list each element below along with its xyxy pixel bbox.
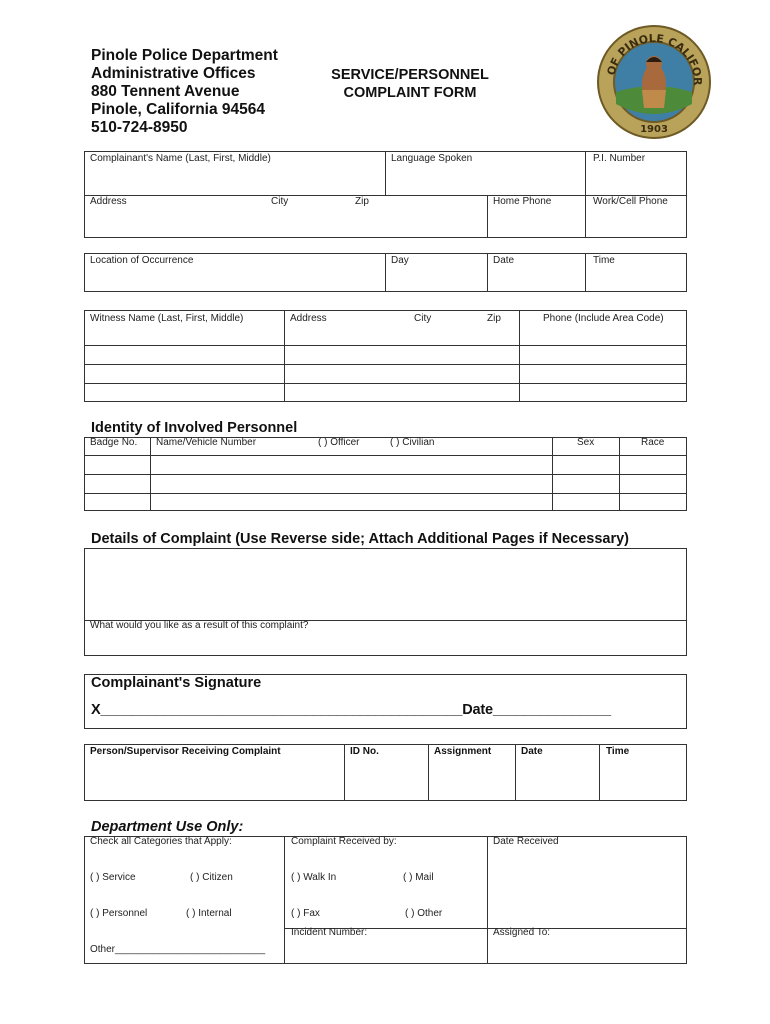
other-checkbox[interactable]: ( ) Other bbox=[405, 908, 443, 919]
receiving-assignment-field[interactable]: Assignment bbox=[434, 746, 492, 757]
street-line: 880 Tennent Avenue bbox=[91, 83, 240, 100]
officer-checkbox[interactable]: ( ) Officer bbox=[318, 437, 360, 448]
witness-name-header: Witness Name (Last, First, Middle) bbox=[90, 313, 244, 324]
witness-city-header: City bbox=[414, 313, 432, 324]
phone-line: 510-724-8950 bbox=[91, 119, 188, 136]
receiving-id-field[interactable]: ID No. bbox=[350, 746, 379, 757]
pi-number-field[interactable]: P.I. Number bbox=[593, 153, 646, 164]
form-title-line-2: COMPLAINT FORM bbox=[343, 85, 477, 101]
details-heading: Details of Complaint (Use Reverse side; Attach Additional Pages if Necessary) bbox=[91, 531, 630, 547]
personnel-checkbox[interactable]: ( ) Personnel bbox=[90, 908, 148, 919]
department-name: Pinole Police Department bbox=[91, 47, 278, 64]
witness-address-header: Address bbox=[290, 313, 327, 324]
name-vehicle-header: Name/Vehicle Number bbox=[156, 437, 257, 448]
seal-year: 1903 bbox=[640, 124, 668, 135]
day-field[interactable]: Day bbox=[391, 255, 409, 266]
categories-label: Check all Categories that Apply: bbox=[90, 836, 232, 847]
receiving-time-field[interactable]: Time bbox=[606, 746, 630, 757]
signature-date-line[interactable]: X______________________________________________Date_______________ bbox=[91, 702, 611, 718]
complainant-address-field[interactable]: Address bbox=[90, 196, 127, 207]
department-address-block bbox=[91, 47, 278, 137]
form-title bbox=[320, 66, 500, 102]
city-line: Pinole, California 94564 bbox=[91, 101, 266, 118]
signature-heading: Complainant's Signature bbox=[91, 675, 262, 691]
receiving-date-field[interactable]: Date bbox=[521, 746, 543, 757]
received-by-label: Complaint Received by: bbox=[291, 836, 397, 847]
citizen-checkbox[interactable]: ( ) Citizen bbox=[190, 872, 233, 883]
internal-checkbox[interactable]: ( ) Internal bbox=[186, 908, 232, 919]
offices-line: Administrative Offices bbox=[91, 65, 256, 82]
occurrence-time-field[interactable]: Time bbox=[593, 255, 615, 266]
badge-no-header: Badge No. bbox=[90, 437, 138, 448]
mail-checkbox[interactable]: ( ) Mail bbox=[403, 872, 434, 883]
complainant-name-field[interactable]: Complainant's Name (Last, First, Middle) bbox=[90, 153, 271, 164]
seal-text: OF PINOLE CALIFOR bbox=[604, 31, 705, 86]
race-header: Race bbox=[641, 437, 665, 448]
involved-personnel-heading: Identity of Involved Personnel bbox=[91, 420, 298, 436]
other-category-field[interactable]: Other___________________________ bbox=[90, 944, 266, 955]
walk-in-checkbox[interactable]: ( ) Walk In bbox=[291, 872, 337, 883]
complainant-zip-field[interactable]: Zip bbox=[355, 196, 369, 207]
fax-checkbox[interactable]: ( ) Fax bbox=[291, 908, 320, 919]
assigned-to-field[interactable]: Assigned To: bbox=[493, 927, 551, 938]
receiving-person-field[interactable]: Person/Supervisor Receiving Complaint bbox=[90, 746, 281, 757]
city-seal-logo bbox=[596, 24, 712, 140]
incident-number-field[interactable]: Incident Number: bbox=[291, 927, 368, 938]
occurrence-date-field[interactable]: Date bbox=[493, 255, 515, 266]
sex-header: Sex bbox=[577, 437, 595, 448]
language-spoken-field[interactable]: Language Spoken bbox=[391, 153, 473, 164]
civilian-checkbox[interactable]: ( ) Civilian bbox=[390, 437, 435, 448]
home-phone-field[interactable]: Home Phone bbox=[493, 196, 552, 207]
result-question-field[interactable]: What would you like as a result of this complaint? bbox=[90, 620, 309, 631]
date-received-field[interactable]: Date Received bbox=[493, 836, 559, 847]
work-cell-phone-field[interactable]: Work/Cell Phone bbox=[593, 196, 668, 207]
complainant-city-field[interactable]: City bbox=[271, 196, 289, 207]
location-of-occurrence-field[interactable]: Location of Occurrence bbox=[90, 255, 194, 266]
service-checkbox[interactable]: ( ) Service bbox=[90, 872, 136, 883]
witness-phone-header: Phone (Include Area Code) bbox=[543, 313, 664, 324]
department-use-heading: Department Use Only: bbox=[91, 819, 244, 835]
details-textarea[interactable] bbox=[84, 548, 687, 656]
witness-zip-header: Zip bbox=[487, 313, 501, 324]
form-title-line-1: SERVICE/PERSONNEL bbox=[331, 67, 489, 83]
